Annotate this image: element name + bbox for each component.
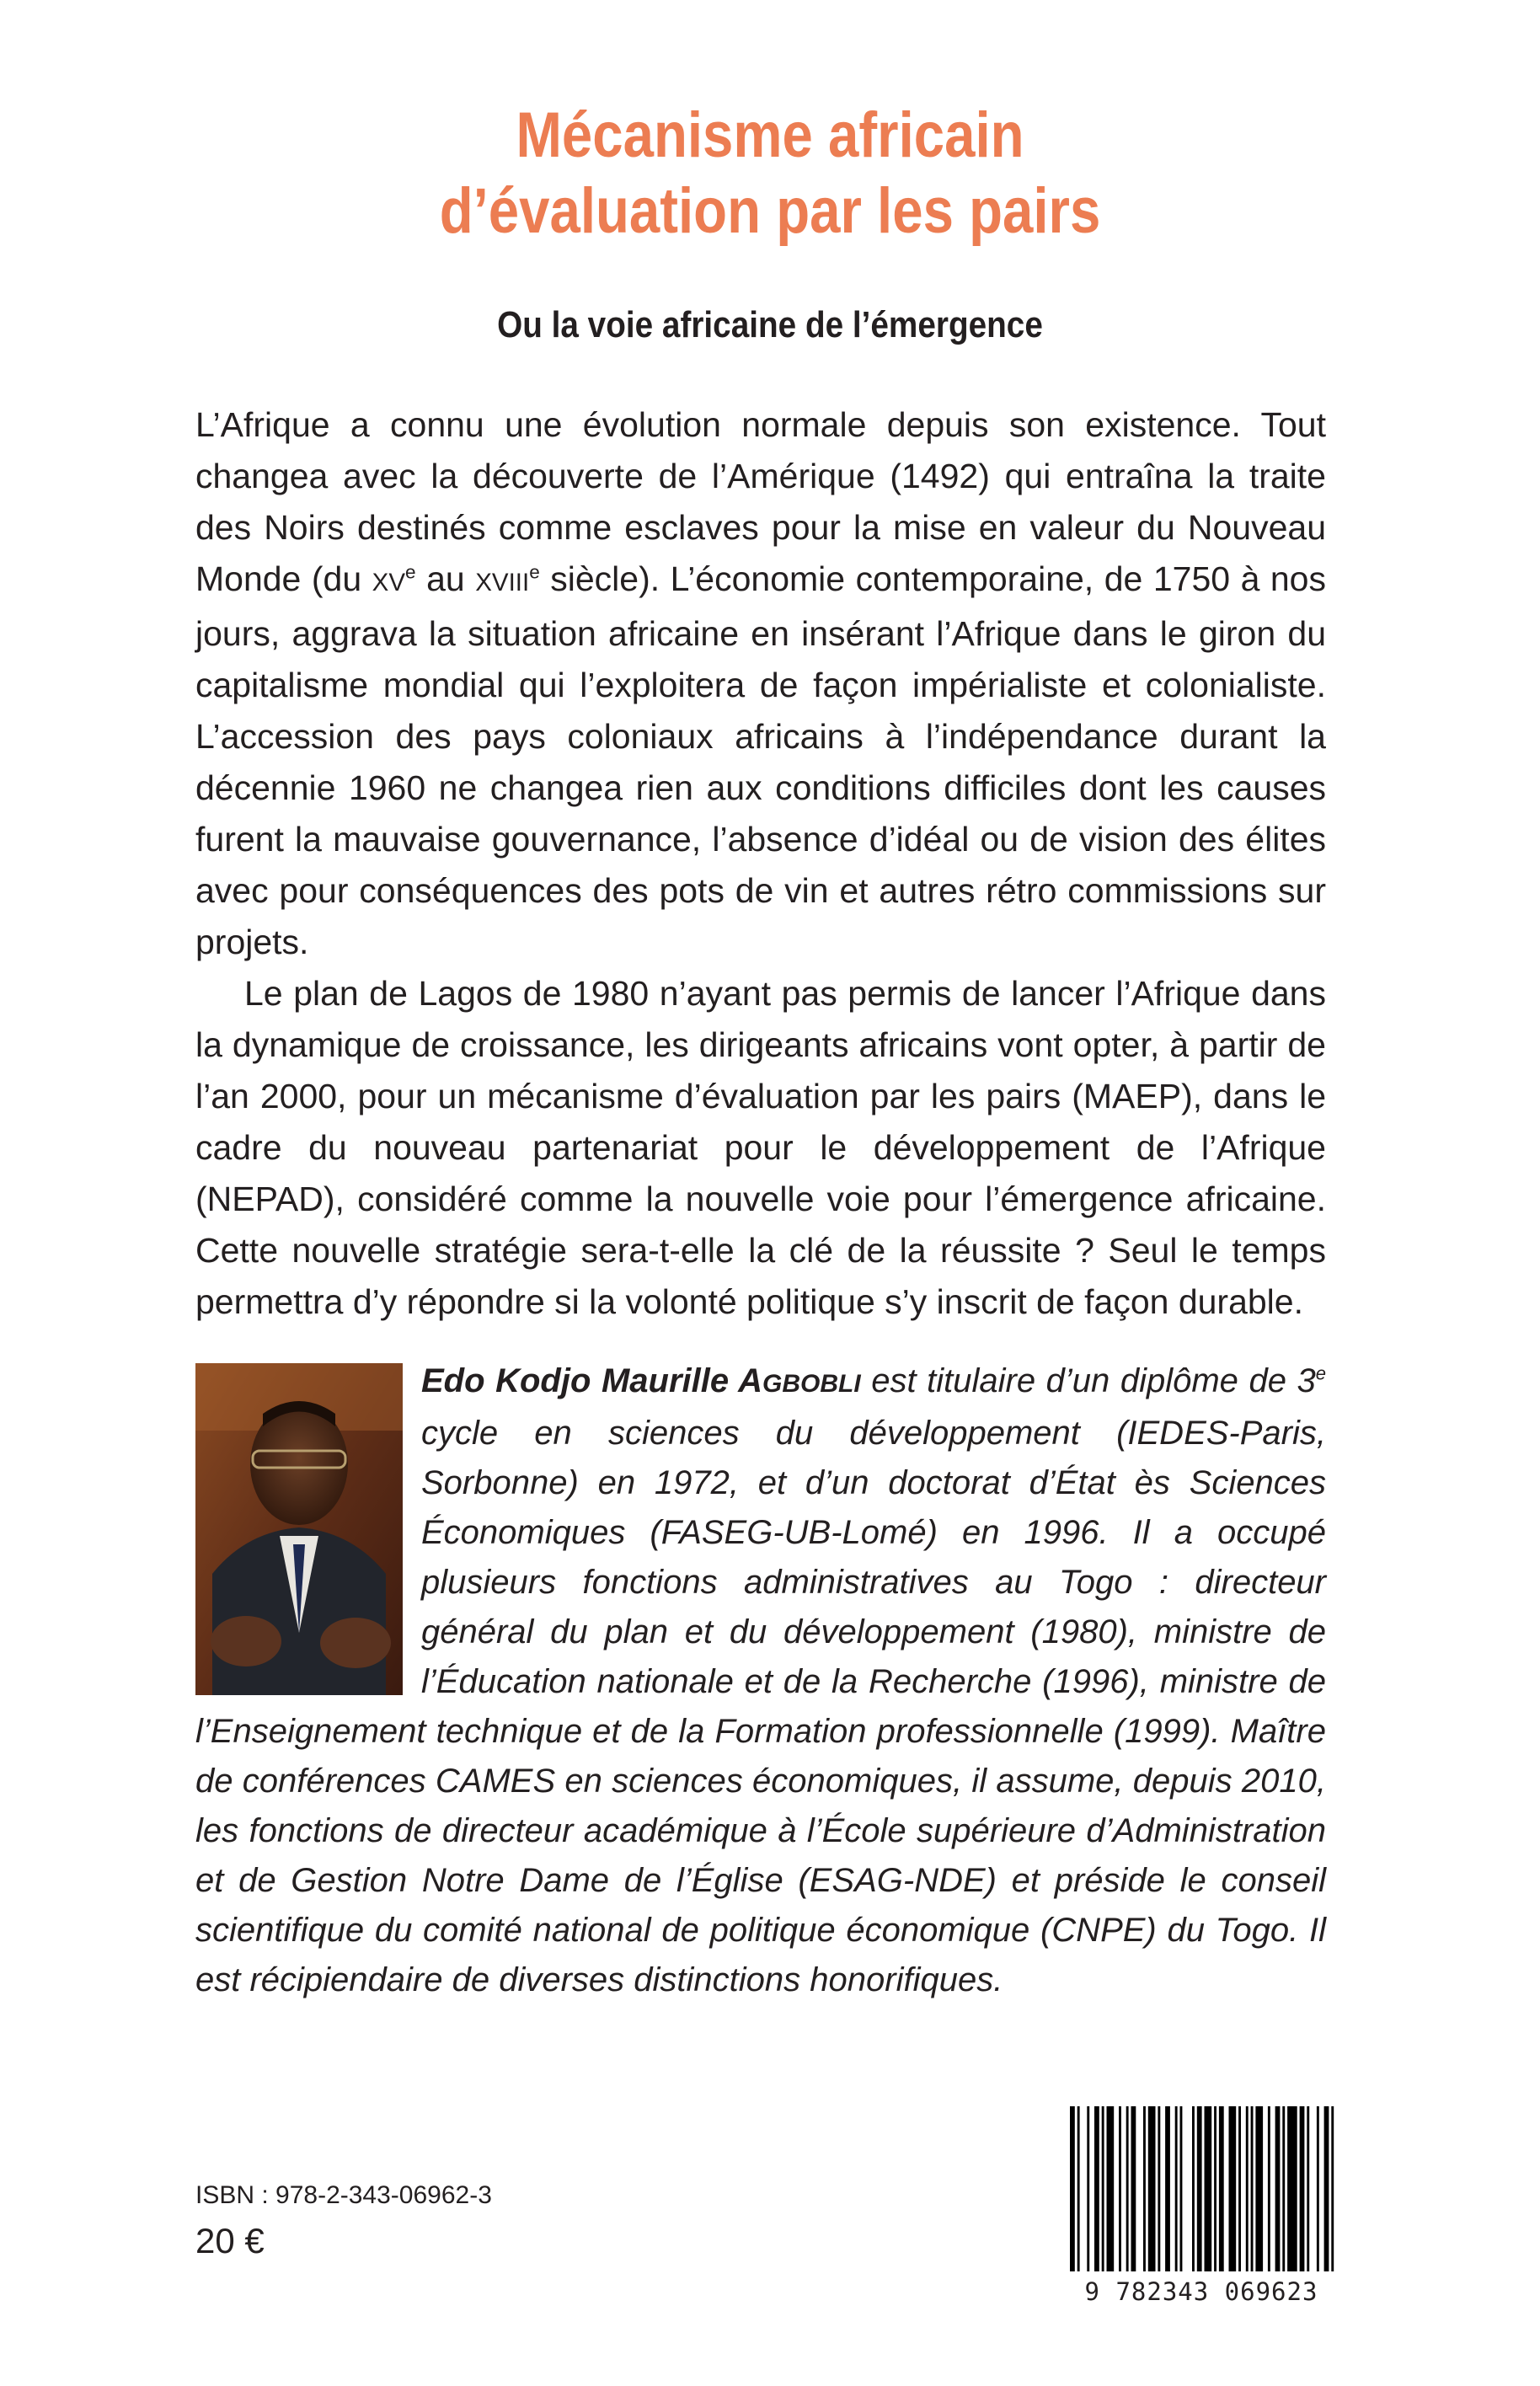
barcode-bar	[1275, 2106, 1281, 2271]
barcode-bar	[1214, 2106, 1216, 2271]
isbn: ISBN : 978-2-343-06962-3	[195, 2181, 492, 2209]
summary-text: siècle). L’économie contemporaine, de 1750 à nos jours, aggrava la situation africaine en insérant l’Afrique dans le giron du capitalisme mondial qui l’exploitera de façon impérialiste et colonialiste. L’accession des pays coloniaux africains à l’indépendance durant la décennie 1960 ne changea rien aux conditions difficiles dont les causes furent la mauvaise gouvernance, l’absence d’idéal ou de vision des élites avec pour conséquences des pots de vin et autres rétro commissions sur projets.	[195, 559, 1326, 961]
barcode-bar	[1229, 2106, 1237, 2271]
author-last-rest: GBOBLI	[762, 1370, 861, 1398]
barcode-bar	[1251, 2106, 1254, 2271]
book-subtitle: Ou la voie africaine de l’émergence	[497, 304, 1043, 345]
barcode-bar	[1148, 2106, 1156, 2271]
barcode-bar	[1324, 2106, 1329, 2271]
barcode-bar	[1255, 2106, 1263, 2271]
barcode-bar	[1143, 2106, 1146, 2271]
author-name	[421, 1362, 861, 1399]
barcode-bar	[1287, 2106, 1297, 2271]
title-line-2: d’évaluation par les pairs	[439, 175, 1101, 247]
century-numeral: XV	[372, 569, 406, 596]
price: 20 €	[195, 2221, 265, 2260]
barcode-bar	[1087, 2106, 1089, 2271]
summary-paragraph-1	[195, 399, 1326, 968]
barcode-bar	[1219, 2106, 1224, 2271]
barcode-bar	[1131, 2106, 1136, 2271]
portrait-spacer	[195, 1356, 421, 1693]
summary-text: au	[415, 559, 476, 598]
barcode-bar	[1180, 2106, 1183, 2271]
barcode-bar	[1107, 2106, 1115, 2271]
barcode-bar	[1165, 2106, 1170, 2271]
barcode-bar	[1175, 2106, 1178, 2271]
superscript: e	[405, 561, 416, 583]
barcode-bar	[1119, 2106, 1121, 2271]
superscript: e	[529, 561, 540, 583]
barcode-bar	[1192, 2106, 1195, 2271]
title-line-1: Mécanisme africain	[516, 99, 1024, 171]
barcode-digits: 9 782343 069623	[1084, 2277, 1318, 2306]
barcode-bar	[1317, 2106, 1319, 2271]
barcode-bar	[1268, 2106, 1270, 2271]
barcode-bar	[1205, 2106, 1212, 2271]
barcode-bar	[1331, 2106, 1334, 2271]
barcode-bar	[1126, 2106, 1129, 2271]
author-last-initial: A	[738, 1362, 763, 1399]
summary-paragraph-2: Le plan de Lagos de 1980 n’ayant pas permis de lancer l’Afrique dans la dynamique de croissance, les dirigeants africains vont opter, à partir de l’an 2000, pour un mécanisme d’évaluation par les pairs (MAEP), dans le cadre du nouveau partenariat pour le développement de l’Afrique (NEPAD), considéré comme la nouvelle voie pour l’émergence africaine. Cette nouvelle stratégie sera-t-elle la clé de la réussite ? Seul le temps permettra d’y répondre si la volonté politique s’y inscrit de façon durable.	[195, 974, 1326, 1321]
barcode-bar	[1307, 2106, 1309, 2271]
back-cover-summary	[195, 399, 1326, 1328]
barcode-bar	[1094, 2106, 1099, 2271]
barcode-bar	[1077, 2106, 1080, 2271]
barcode-bar	[1158, 2106, 1160, 2271]
barcode-bar	[1070, 2106, 1075, 2271]
bio-text: est titulaire d’un diplôme de 3	[860, 1362, 1316, 1399]
superscript: e	[1315, 1362, 1326, 1384]
barcode-bar	[1238, 2106, 1241, 2271]
summary-text: L’Afrique a connu une évolution normale depuis son existence. Tout changea avec la découverte de l’Amérique (1492) qui entraîna la traite des Noirs destinés comme esclaves pour la mise en valeur du Nouveau Monde (du	[195, 405, 1326, 598]
barcode-bar	[1300, 2106, 1305, 2271]
author-biography	[195, 1356, 1326, 2005]
century-numeral: XVIII	[475, 569, 530, 596]
author-first-name: Edo Kodjo Maurille	[421, 1362, 739, 1399]
barcode-bar	[1282, 2106, 1285, 2271]
barcode-bar	[1197, 2106, 1202, 2271]
barcode-bar	[1246, 2106, 1249, 2271]
bio-text: cycle en sciences du développement (IEDES-Paris, Sorbonne) en 1972, et d’un doctorat d’État ès Sciences Économiques (FASEG-UB-Lomé) en 1996. Il a occupé plusieurs fonctions administratives au Togo : directeur général du plan et du développement (1980), ministre de l’Éducation nationale et de la Recherche (1996), ministre de l’Enseignement technique et de la Formation professionnelle (1999). Maître de conférences CAMES en sciences économiques, il assume, depuis 2010, les fonctions de directeur académique à l’École supérieure d’Administration et de Gestion Notre Dame de l’Église (ESAG-NDE) et préside le conseil scientifique du comité national de politique économique (CNPE) du Togo. Il est récipiendaire de diverses distinctions honorifiques.	[195, 1415, 1326, 1998]
barcode-bar	[1102, 2106, 1104, 2271]
book-title	[108, 98, 1432, 249]
